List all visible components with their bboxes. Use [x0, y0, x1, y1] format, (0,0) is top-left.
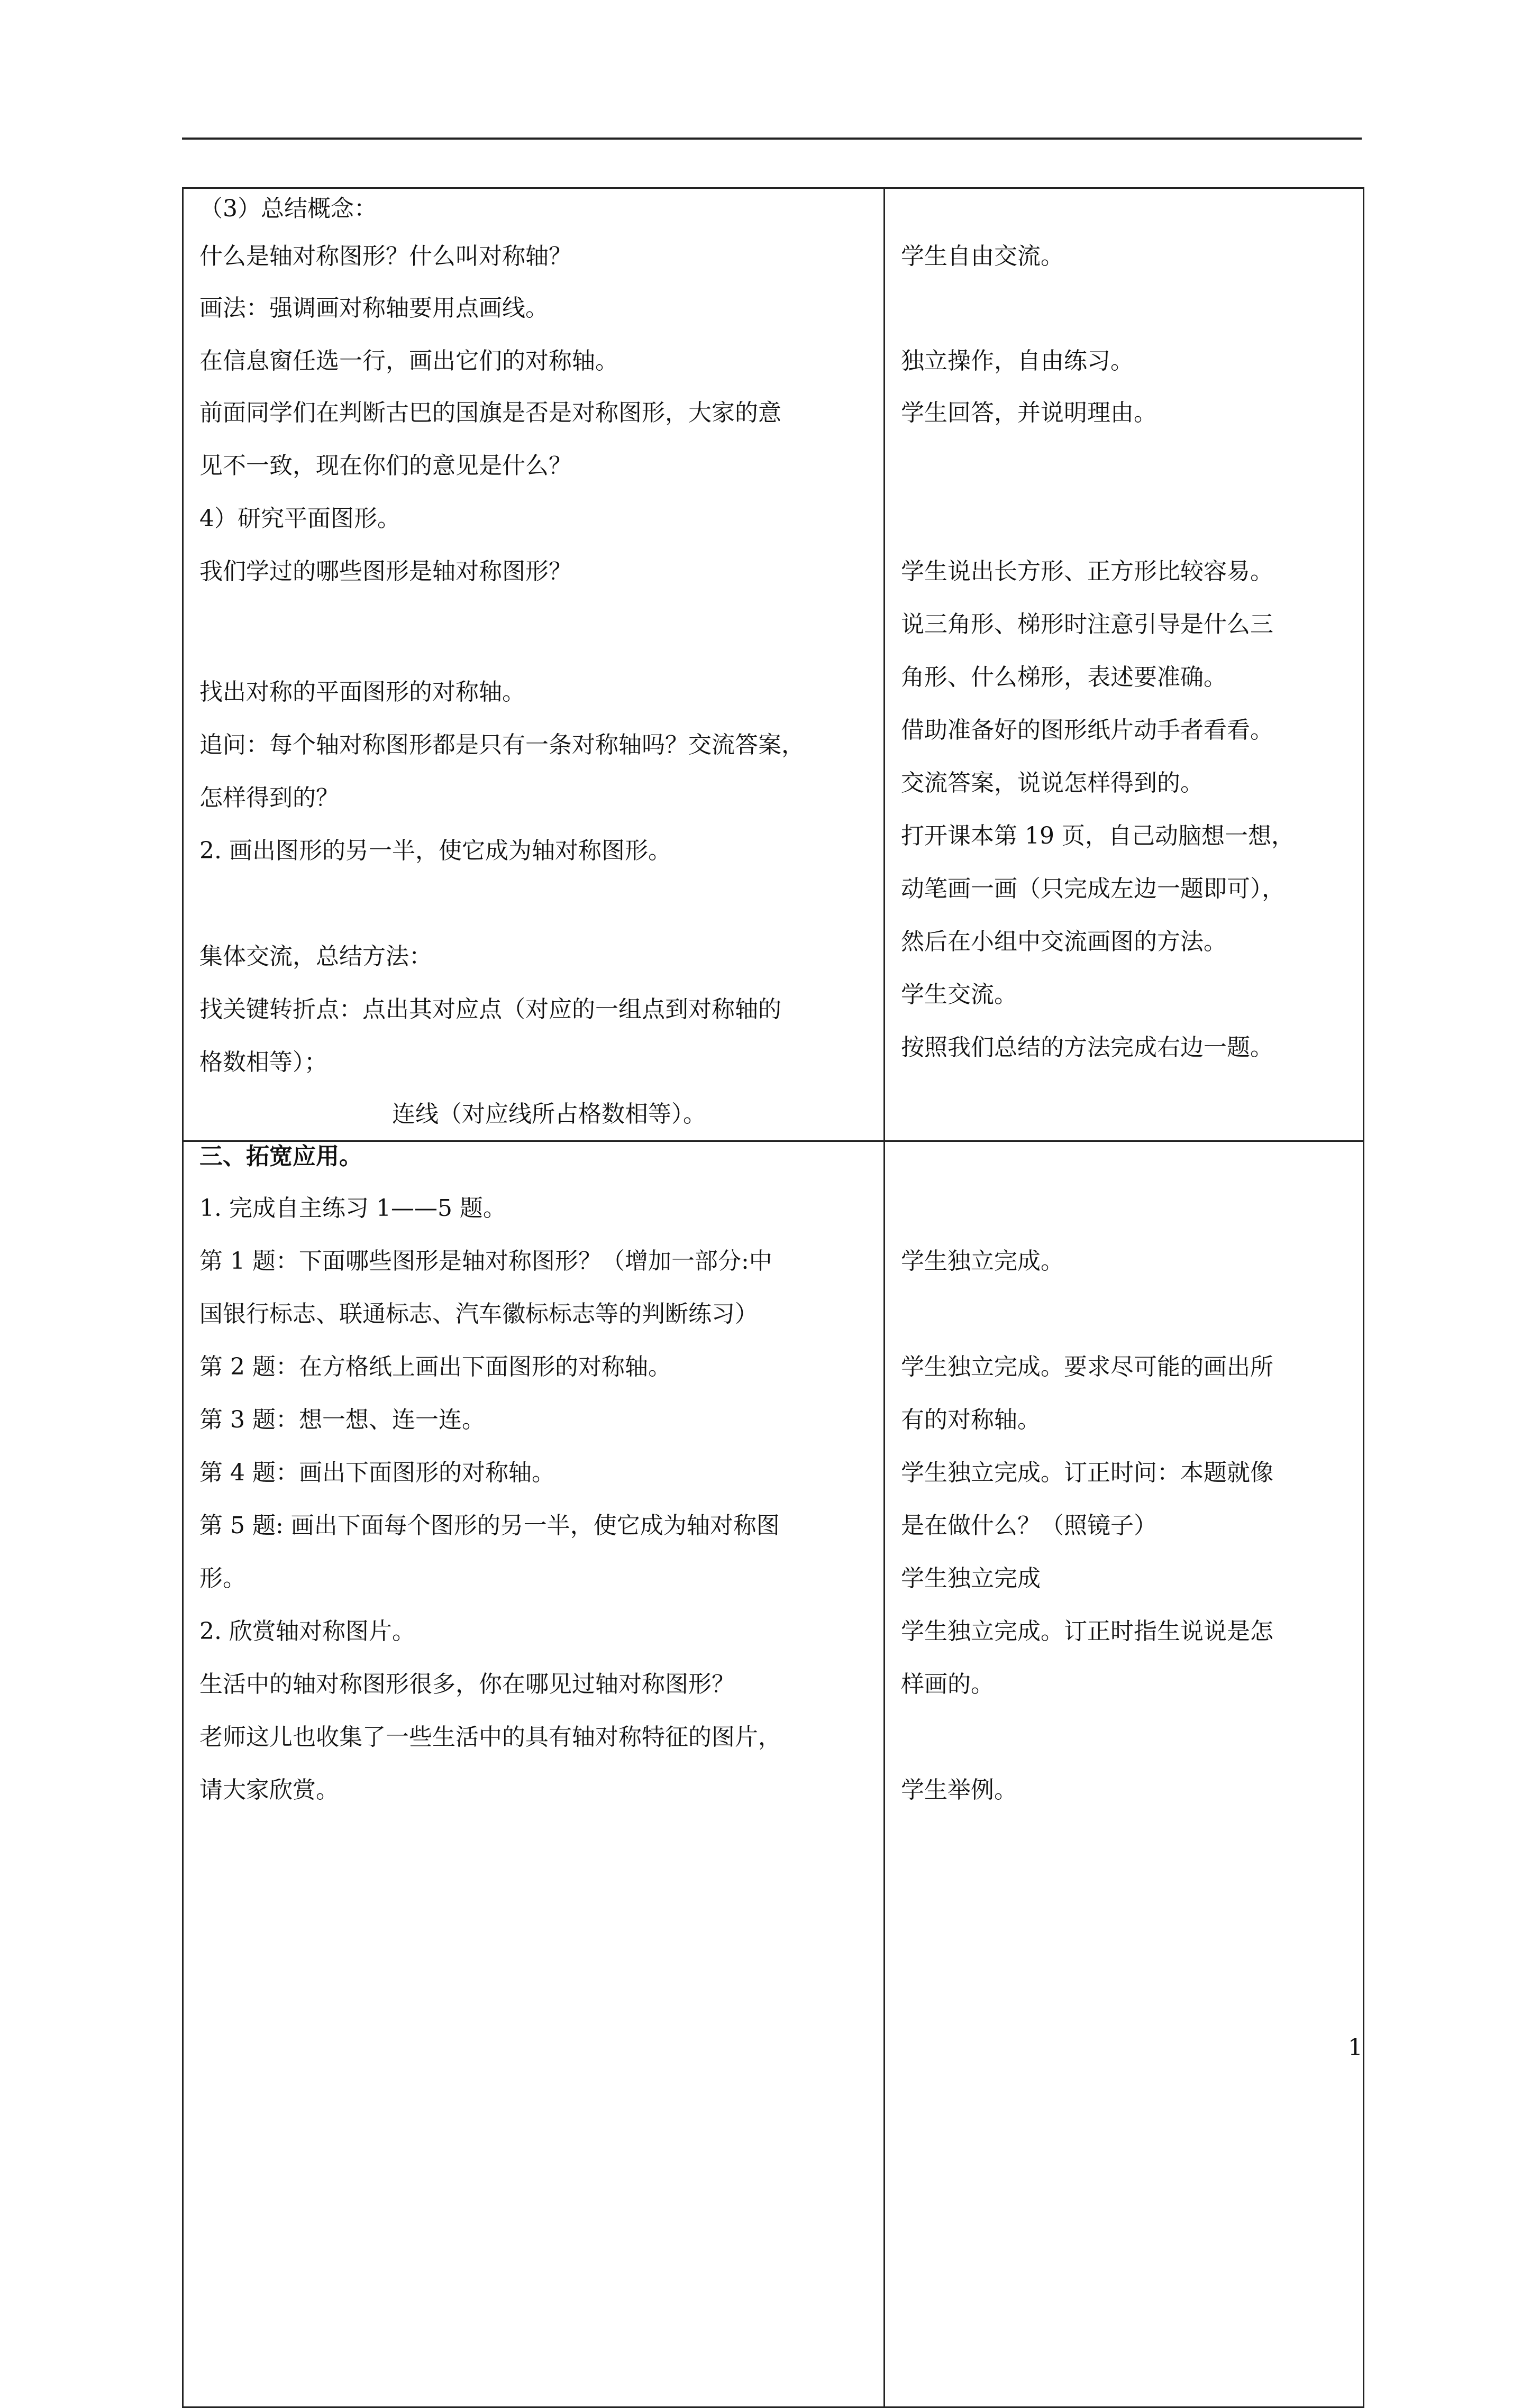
text-line: 我们学过的哪些图形是轴对称图形？ [199, 558, 572, 585]
text-line: 学生独立完成。要求尽可能的画出所 [901, 1353, 1273, 1380]
text-line: 学生举例。 [901, 1777, 1017, 1803]
text-line: 连线（对应线所占格数相等）。 [392, 1101, 706, 1128]
text-line: 老师这儿也收集了一些生活中的具有轴对称特征的图片， [199, 1724, 781, 1751]
text-line: 怎样得到的？ [199, 784, 339, 811]
table-row [183, 1141, 1364, 2407]
page-number: 1 [1348, 2034, 1363, 2061]
text-line: 形。 [199, 1565, 246, 1592]
text-line: 学生交流。 [901, 981, 1017, 1008]
text-line: 第 5 题: 画出下面每个图形的另一半，使它成为轴对称图 [199, 1512, 780, 1539]
text-line: 找出对称的平面图形的对称轴。 [199, 679, 525, 706]
text-line: 生活中的轴对称图形很多，你在哪见过轴对称图形？ [199, 1671, 735, 1698]
text-line: 说三角形、梯形时注意引导是什么三 [901, 611, 1273, 638]
student-activity-cell [885, 188, 1364, 1141]
text-line: 在信息窗任选一行，画出它们的对称轴。 [199, 347, 618, 374]
text-line: 交流答案，说说怎样得到的。 [901, 770, 1204, 796]
text-line: 请大家欣赏。 [199, 1777, 339, 1803]
text-line: 找关键转折点：点出其对应点（对应的一组点到对称轴的 [199, 996, 781, 1023]
text-line: 学生独立完成。 [901, 1248, 1064, 1275]
text-line: 画法：强调画对称轴要用点画线。 [199, 295, 549, 322]
text-line: 打开课本第 19 页，自己动脑想一想， [901, 822, 1295, 849]
teaching-process-cell [183, 1141, 885, 2407]
student-activity-cell [885, 1141, 1364, 2407]
text-line: 第 4 题：画出下面图形的对称轴。 [199, 1459, 555, 1486]
table-row [183, 188, 1364, 1141]
text-line: 学生独立完成 [901, 1565, 1041, 1592]
text-line: 第 2 题：在方格纸上画出下面图形的对称轴。 [199, 1353, 671, 1380]
header-rule [182, 138, 1362, 140]
lesson-plan-table [182, 187, 1364, 2408]
text-line: 前面同学们在判断古巴的国旗是否是对称图形，大家的意 [199, 399, 781, 426]
text-line: 学生说出长方形、正方形比较容易。 [901, 558, 1273, 585]
text-line: 什么是轴对称图形？什么叫对称轴？ [199, 243, 572, 270]
text-line: 然后在小组中交流画图的方法。 [901, 928, 1227, 955]
text-line: 样画的。 [901, 1671, 994, 1698]
text-line: 1. 完成自主练习 1——5 题。 [199, 1195, 506, 1222]
text-line: 追问：每个轴对称图形都是只有一条对称轴吗？交流答案， [199, 731, 805, 758]
text-line: 角形、什么梯形，表述要准确。 [901, 664, 1227, 691]
text-line: 学生回答，并说明理由。 [901, 399, 1157, 426]
text-line: 按照我们总结的方法完成右边一题。 [901, 1034, 1273, 1061]
text-line: 见不一致，现在你们的意见是什么？ [199, 452, 572, 479]
text-line: 第 3 题：想一想、连一连。 [199, 1406, 485, 1433]
text-line: 动笔画一画（只完成左边一题即可）， [901, 875, 1285, 902]
text-line: 第 1 题：下面哪些图形是轴对称图形？（增加一部分:中 [199, 1248, 772, 1275]
text-line: 4）研究平面图形。 [199, 505, 400, 532]
text-line: 学生自由交流。 [901, 243, 1064, 270]
text-line: 有的对称轴。 [901, 1406, 1041, 1433]
text-line: 集体交流，总结方法： [199, 943, 432, 970]
teaching-process-cell [183, 188, 885, 1141]
text-line: 学生独立完成。订正时指生说说是怎 [901, 1618, 1273, 1645]
text-line: 借助准备好的图形纸片动手者看看。 [901, 717, 1273, 744]
text-line: 是在做什么？（照镜子） [901, 1512, 1157, 1539]
text-line: （3）总结概念： [199, 195, 377, 222]
text-line: 国银行标志、联通标志、汽车徽标标志等的判断练习） [199, 1301, 758, 1327]
text-line: 独立操作，自由练习。 [901, 347, 1134, 374]
text-line: 格数相等）； [199, 1049, 327, 1076]
section-heading: 三、拓宽应用。 [199, 1143, 362, 1170]
text-line: 学生独立完成。订正时问：本题就像 [901, 1459, 1273, 1486]
text-line: 2. 画出图形的另一半，使它成为轴对称图形。 [199, 837, 671, 864]
text-line: 2. 欣赏轴对称图片。 [199, 1618, 415, 1645]
